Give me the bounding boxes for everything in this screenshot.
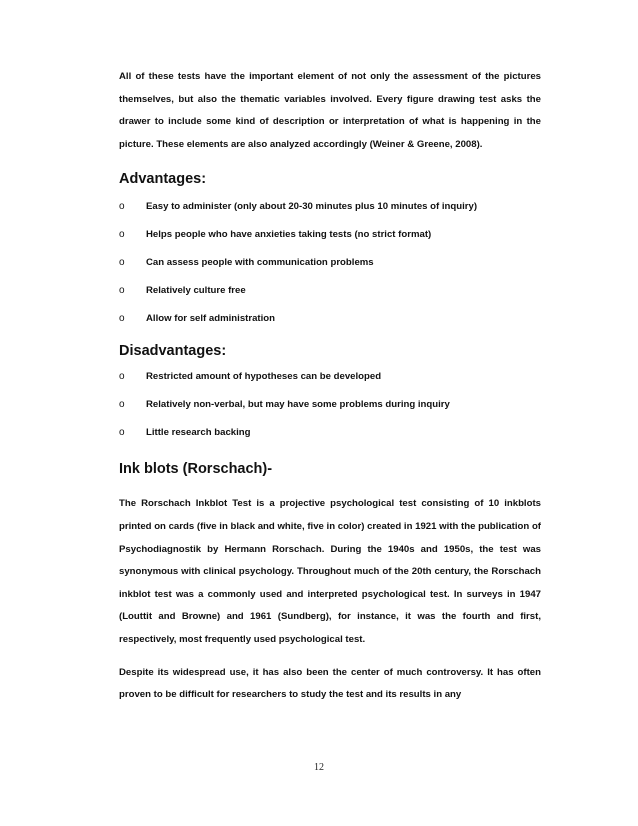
list-item — [119, 395, 541, 423]
bullet-marker: o — [119, 229, 125, 241]
advantages-heading: Advantages: — [119, 171, 207, 188]
list-item-text: Helps people who have anxieties taking tests (no strict format) — [146, 229, 432, 241]
bullet-marker: o — [119, 285, 125, 297]
list-item — [119, 423, 541, 451]
list-item — [119, 225, 541, 253]
list-item-text: Relatively culture free — [146, 285, 246, 297]
bullet-marker: o — [119, 399, 125, 411]
bullet-marker: o — [119, 313, 125, 325]
bullet-marker: o — [119, 257, 125, 269]
bullet-marker: o — [119, 201, 125, 213]
intro-paragraph: All of these tests have the important element of not only the assessment of the pictures themselves, but also the thematic variables involved. Every figure drawing test asks the drawer to include some kind of description or interpretation of what is happening in the picture. These elements are also analyzed accordingly (Weiner & Greene, 2008). — [119, 71, 541, 150]
list-item — [119, 197, 541, 225]
bullet-marker: o — [119, 427, 125, 439]
document-page — [119, 66, 541, 707]
controversy-paragraph: Despite its widespread use, it has also been the center of much controversy. It has often proven to be difficult for researchers to study the test and its results in any — [119, 666, 541, 701]
list-item-text: Relatively non-verbal, but may have some problems during inquiry — [146, 399, 450, 411]
bullet-marker: o — [119, 371, 125, 383]
rorschach-paragraph: The Rorschach Inkblot Test is a projective psychological test consisting of 10 inkblots printed on cards (five in black and white, five in color) created in 1921 with the publication of Psychodiagnostik by Hermann Rorschach. During the 1940s and 1950s, the test was synonymous with clinical psychology. Throughout much of the 20th century, the Rorschach inkblot test was a commonly used and interpreted psychological test. In surveys in 1947 (Louttit and Browne) and 1961 (Sundberg), for instance, it was the fourth and first, respectively, most frequently used psychological test. — [119, 498, 541, 645]
list-item-text: Easy to administer (only about 20-30 minutes plus 10 minutes of inquiry) — [146, 201, 478, 213]
advantages-list — [119, 197, 541, 337]
list-item-text: Little research backing — [146, 427, 251, 439]
list-item — [119, 281, 541, 309]
list-item-text: Can assess people with communication problems — [146, 257, 374, 269]
ink-blots-heading: Ink blots (Rorschach)- — [119, 461, 273, 478]
list-item-text: Restricted amount of hypotheses can be developed — [146, 371, 382, 383]
list-item — [119, 253, 541, 281]
list-item — [119, 367, 541, 395]
page-number: 12 — [314, 762, 324, 773]
disadvantages-heading: Disadvantages: — [119, 343, 227, 360]
list-item-text: Allow for self administration — [146, 313, 275, 325]
list-item — [119, 309, 541, 337]
disadvantages-list — [119, 367, 541, 451]
